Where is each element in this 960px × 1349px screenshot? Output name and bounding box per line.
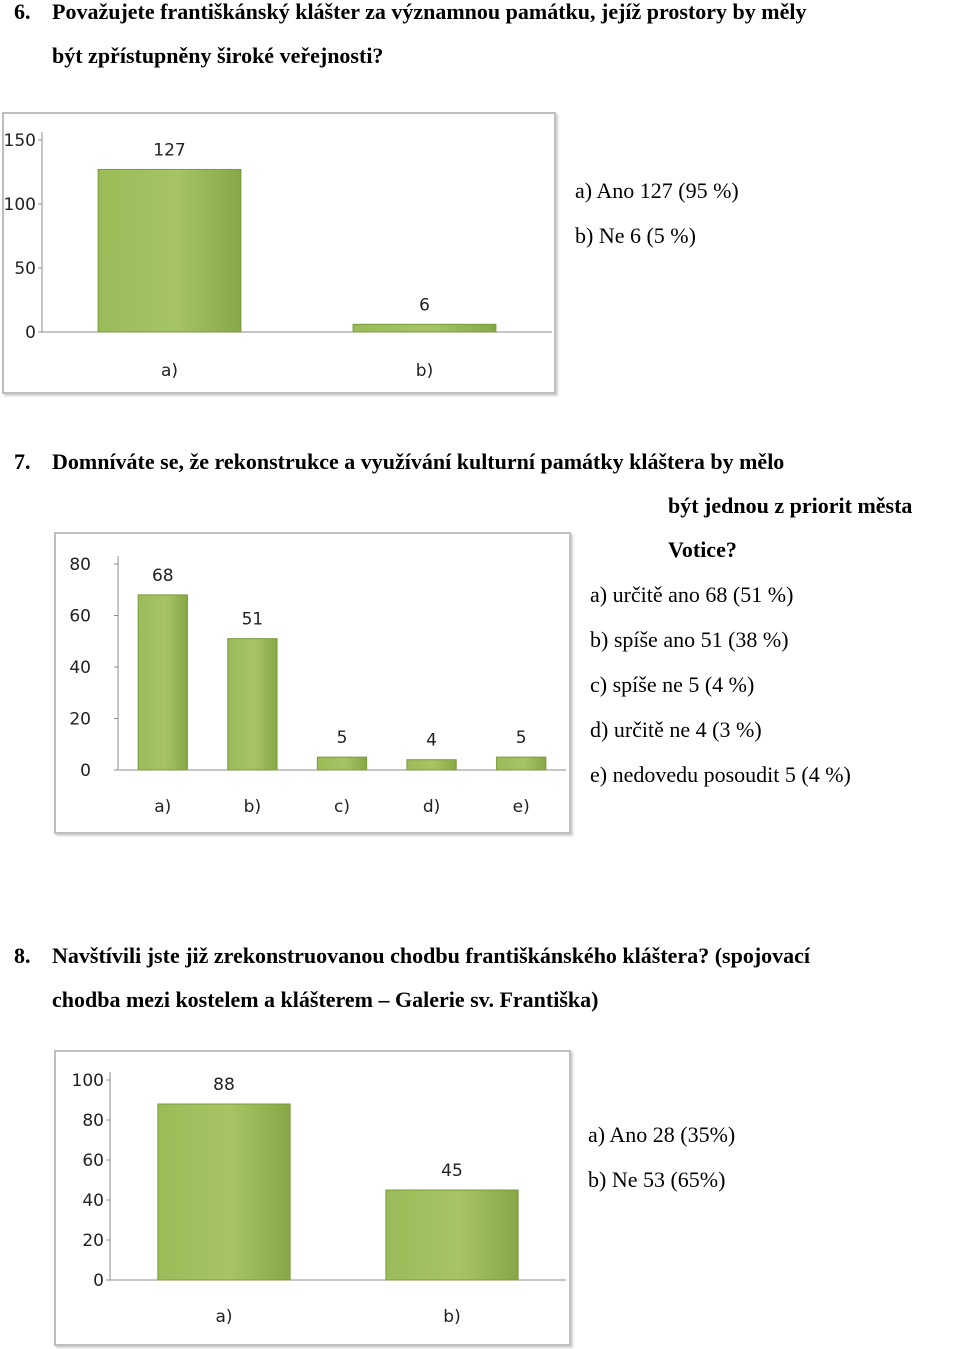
legend-item: c) spíše ne 5 (4 %) — [590, 672, 755, 697]
data-label: 4 — [426, 730, 438, 751]
bar — [228, 639, 277, 770]
legend-item: b) Ne 6 (5 %) — [575, 223, 696, 248]
bar — [98, 169, 241, 332]
category-label: a) — [154, 797, 172, 817]
legend-item: a) Ano 28 (35%) — [588, 1122, 736, 1147]
chart-q7 — [56, 534, 569, 832]
data-label: 5 — [336, 728, 348, 749]
y-tick-label: 60 — [69, 606, 91, 627]
bar — [353, 324, 496, 332]
y-tick-label: 80 — [69, 555, 91, 575]
data-label: 88 — [213, 1075, 235, 1095]
y-tick-label: 150 — [4, 131, 36, 151]
chart-q8-frame — [54, 1050, 571, 1346]
y-tick-label: 40 — [69, 658, 91, 678]
y-tick-label: 40 — [82, 1191, 104, 1211]
chart-q8 — [56, 1052, 569, 1344]
bar — [386, 1190, 518, 1280]
bar — [158, 1104, 290, 1280]
category-label: b) — [243, 797, 262, 817]
legend-q7 — [590, 572, 851, 797]
y-tick-label: 20 — [82, 1231, 104, 1251]
legend-item: a) Ano 127 (95 %) — [575, 178, 739, 203]
bar — [407, 760, 456, 770]
data-label: 68 — [151, 565, 174, 586]
question-text-line1: Považujete františkánský klášter za významnou památku, jejíž prostory by měly — [52, 0, 807, 24]
y-tick-label: 100 — [4, 195, 36, 215]
question-text-line2: být zpřístupněny široké veřejnosti? — [52, 43, 384, 68]
y-tick-label: 50 — [14, 259, 36, 279]
legend-q6 — [575, 168, 739, 258]
y-tick-label: 0 — [80, 761, 91, 781]
legend-item: e) nedovedu posoudit 5 (4 %) — [590, 762, 851, 787]
bar — [138, 595, 187, 770]
y-tick-label: 100 — [71, 1071, 104, 1091]
y-tick-label: 80 — [82, 1111, 104, 1131]
data-label: 51 — [241, 609, 264, 630]
y-tick-label: 20 — [69, 709, 91, 730]
question-text-line1: Navštívili jste již zrekonstruovanou chodbu františkánského kláštera? (spojovací — [52, 943, 811, 968]
category-label: a) — [160, 361, 179, 381]
question-7 — [14, 440, 952, 484]
y-tick-label: 0 — [93, 1271, 104, 1291]
chart-q6-frame — [2, 112, 556, 394]
chart-q6 — [4, 114, 554, 392]
bar — [497, 757, 546, 770]
legend-item: d) určitě ne 4 (3 %) — [590, 717, 762, 742]
question-6 — [14, 0, 952, 78]
question-number: 8. — [14, 943, 31, 968]
question-number: 7. — [14, 449, 31, 474]
category-label: e) — [512, 797, 530, 817]
legend-item: b) spíše ano 51 (38 %) — [590, 627, 789, 652]
category-label: d) — [422, 797, 441, 817]
question-text-line3: Votice? — [668, 537, 737, 562]
legend-q8 — [588, 1112, 735, 1202]
question-text-line1: Domníváte se, že rekonstrukce a využívání kulturní památky kláštera by mělo — [52, 449, 785, 474]
data-label: 5 — [515, 728, 527, 749]
question-text-line2: chodba mezi kostelem a klášterem – Galerie sv. Františka) — [52, 987, 599, 1012]
y-tick-label: 60 — [82, 1151, 104, 1171]
category-label: c) — [334, 797, 350, 817]
legend-item: b) Ne 53 (65%) — [588, 1167, 726, 1192]
category-label: b) — [415, 361, 434, 381]
chart-q7-frame — [54, 532, 571, 834]
data-label: 6 — [419, 295, 430, 316]
question-text-line2: být jednou z priorit města — [668, 493, 913, 518]
question-number: 6. — [14, 0, 31, 24]
data-label: 45 — [441, 1161, 463, 1181]
bar — [317, 757, 366, 770]
category-label: b) — [443, 1307, 461, 1327]
data-label: 127 — [153, 140, 186, 161]
question-8 — [14, 934, 957, 1022]
y-tick-label: 0 — [25, 323, 36, 343]
category-label: a) — [215, 1307, 233, 1327]
legend-item: a) určitě ano 68 (51 %) — [590, 582, 794, 607]
